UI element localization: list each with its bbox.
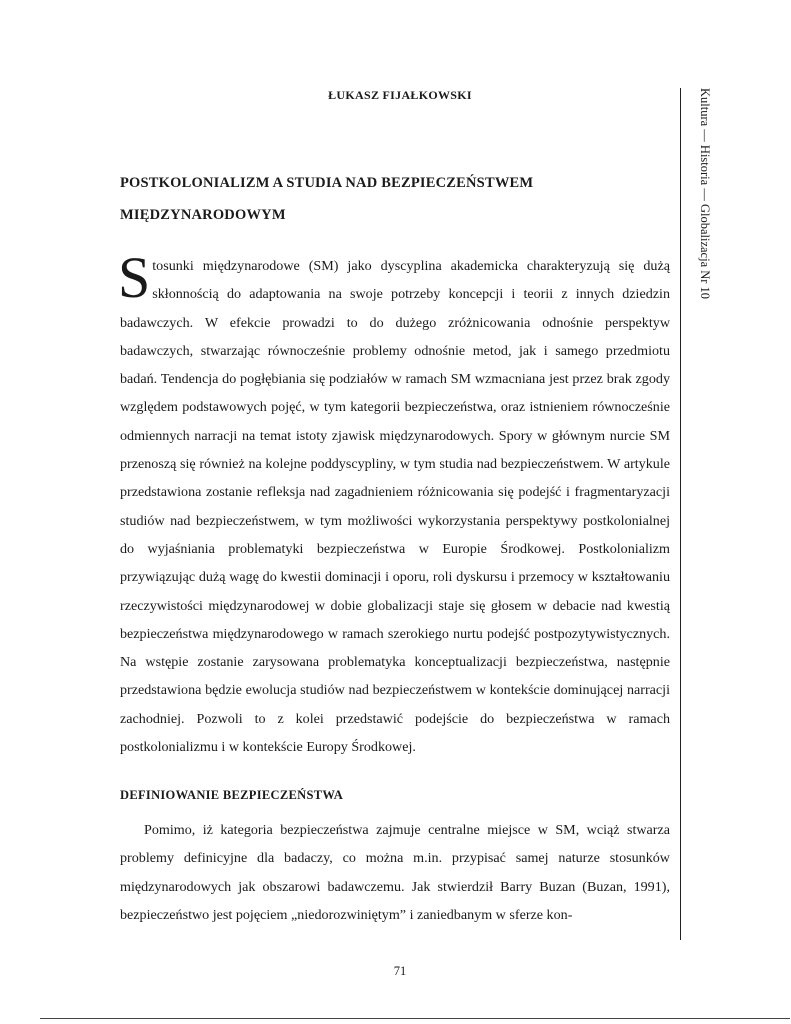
drop-cap: S <box>118 245 151 310</box>
article-title-line-1: POSTKOLONIALIZM A STUDIA NAD BEZPIECZEŃSTWEM <box>120 175 534 191</box>
abstract-paragraph <box>118 245 670 761</box>
page-number: 71 <box>393 964 407 978</box>
abstract-text: tosunki międzynarodowe (SM) jako dyscyplina akademicka charakteryzują się dużą skłonnością do adaptowania na swoje potrzeby koncepcji i teorii z innych dziedzin badawczych. W efekcie prowadzi to do dużego zróżnicowania odnośnie perspektyw badawczych, stwarzając równocześnie problemy odnośnie metod, jak i samego przedmiotu badań. Tendencja do pogłębiania się podziałów w ramach SM wzmacniana jest przez brak zgody względem podstawowych pojęć, w tym kategorii bezpieczeństwa, oraz istnieniem równocześnie odmiennych narracji na temat istoty zjawisk międzynarodowych. Spory w głównym nurcie SM przenoszą się również na kolejne poddyscypliny, w tym studia nad bezpieczeństwem. W artykule przedstawiona zostanie refleksja nad zagadnieniem różnicowania się podejść i fragmentaryzacji studiów nad bezpieczeństwem, w tym możliwości wykorzystania perspektywy postkolonialnej do wyjaśniania problematyki bezpieczeństwa w Europie Środkowej. Postkolonializm przywiązując dużą wagę do kwestii dominacji i oporu, roli dyskursu i przemocy w kształtowaniu rzeczywistości międzynarodowej w dobie globalizacji staje się głosem w debacie nad kwestią bezpieczeństwa międzynarodowego w ramach szerokiego nurtu podejść postpozytywistycznych. Na wstępie zostanie zarysowana problematyka konceptualizacji bezpieczeństwa, następnie przedstawiona będzie ewolucja studiów nad bezpieczeństwem w kontekście dominującej narracji zachodniej. Pozwoli to z kolei przedstawić podejście do bezpieczeństwa w ramach postkolonializmu i w kontekście Europy Środkowej. <box>120 258 670 756</box>
article-title-line-2: MIĘDZYNARODOWYM <box>120 207 286 223</box>
bottom-divider <box>40 1018 790 1019</box>
author-name: ŁUKASZ FIJAŁKOWSKI <box>328 88 472 102</box>
running-header: Kultura — Historia — Globalizacja Nr 10 <box>698 88 712 300</box>
margin-rule <box>680 88 681 940</box>
section-heading: DEFINIOWANIE BEZPIECZEŃSTWA <box>120 788 344 802</box>
body-paragraph: Pomimo, iż kategoria bezpieczeństwa zajmuje centralne miejsce w SM, wciąż stwarza problemy definicyjne dla badaczy, co można m.in. przypisać samej naturze stosunków międzynarodowych jak obszarowi badawczemu. Jak stwierdził Barry Buzan (Buzan, 1991), bezpieczeństwo jest pojęciem „niedorozwiniętym” i zaniedbanym w sferze kon- <box>120 822 670 923</box>
